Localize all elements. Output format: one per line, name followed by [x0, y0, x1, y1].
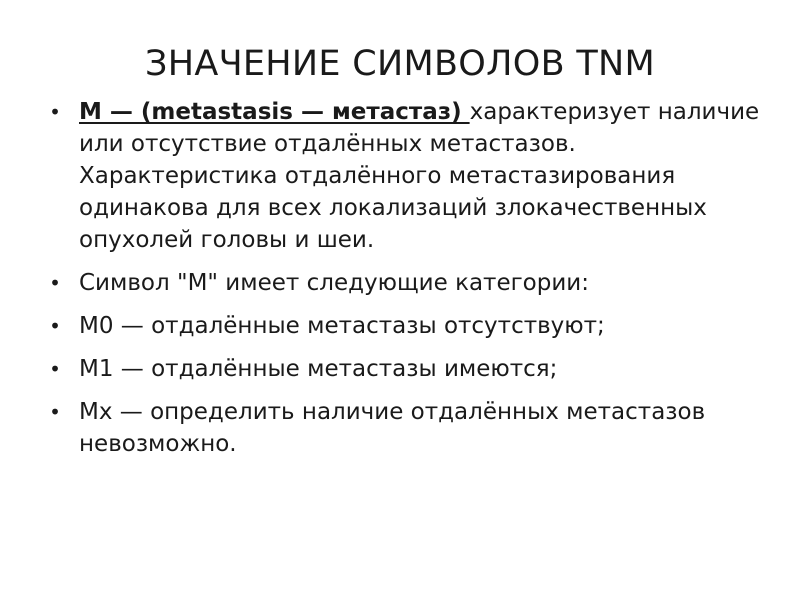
bullet-icon: •: [49, 100, 61, 124]
bullet-icon: •: [49, 357, 61, 381]
bullet-item-categories: [46, 267, 766, 299]
bullet-list: [46, 96, 766, 471]
bullet-item-mx: [46, 396, 766, 460]
bullet-text: М0 — отдалённые метастазы отсутствуют;: [79, 313, 605, 339]
slide-title: ЗНАЧЕНИЕ СИМВОЛОВ TNM: [145, 44, 655, 84]
term-metastasis: M — (metastasis — метастаз): [79, 99, 470, 125]
bullet-text: Символ "М" имеет следующие категории:: [79, 270, 589, 296]
bullet-text: Мх — определить наличие отдалённых метастазов невозможно.: [79, 399, 706, 457]
bullet-icon: •: [49, 314, 61, 338]
bullet-text: М1 — отдалённые метастазы имеются;: [79, 356, 558, 382]
bullet-text: характеризует наличие или отсутствие отдалённых метастазов. Характеристика отдалённого метастазирования одинакова для всех локализаций злокачественных опухолей головы и шеи.: [79, 99, 760, 253]
bullet-item-m1: [46, 353, 766, 385]
bullet-icon: •: [49, 400, 61, 424]
bullet-icon: •: [49, 271, 61, 295]
bullet-item-m0: [46, 310, 766, 342]
bullet-item-metastasis-definition: [46, 96, 766, 256]
